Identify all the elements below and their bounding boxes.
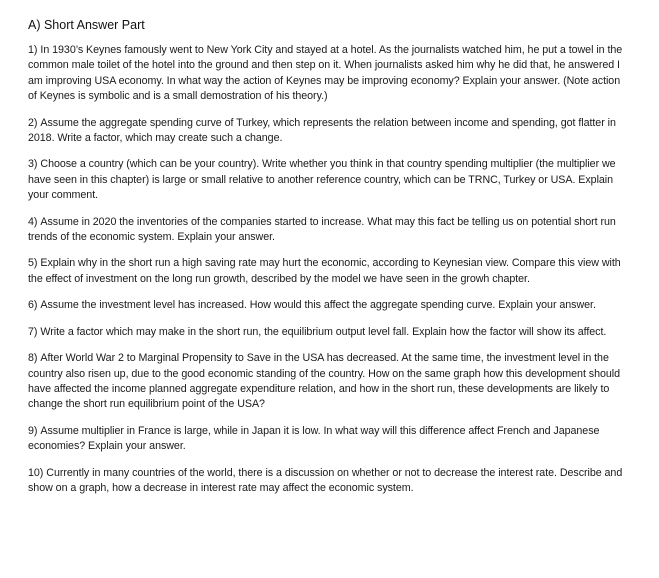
question-text: In 1930’s Keynes famously went to New York City and stayed at a hotel. As the journalists watched him, he put a towel in the common male toilet of the hotel into the ground and then step on it. When journalists asked him why he did that, he answered I am improving USA economy. In what way the action of Keynes may be improving economy? Explain your answer. (Note action of Keynes is symbolic and is a small demostration of his theory.) bbox=[28, 44, 623, 103]
question-number: 9) bbox=[28, 424, 38, 437]
question-text: Write a factor which may make in the short run, the equilibrium output level fall. Explain how the factor will show its affect. bbox=[40, 325, 607, 338]
question-text: Assume multiplier in France is large, while in Japan it is low. In what way will this difference affect French and Japanese economies? Explain your answer. bbox=[28, 424, 600, 453]
question-2 bbox=[28, 116, 628, 147]
question-text: Assume in 2020 the inventories of the companies started to increase. What may this fact be telling us on potential short run trends of the economic system. Explain your answer. bbox=[28, 215, 616, 244]
question-text: Currently in many countries of the world, there is a discussion on whether or not to decrease the interest rate. Describe and show on a graph, how a decrease in interest rate may affect the economic system. bbox=[28, 466, 623, 494]
question-3 bbox=[28, 157, 628, 203]
question-4 bbox=[28, 215, 628, 246]
question-text: Choose a country (which can be your country). Write whether you think in that country spending multiplier (the multiplier we have seen in this chapter) is large or small relative to another reference country, which can be TRNC, Turkey or USA. Explain your comment. bbox=[28, 158, 616, 202]
question-7 bbox=[28, 325, 628, 340]
question-5 bbox=[28, 256, 628, 287]
question-list bbox=[28, 43, 628, 496]
question-number: 10) bbox=[28, 466, 44, 479]
question-8 bbox=[28, 351, 628, 413]
question-1 bbox=[28, 43, 628, 105]
question-number: 6) bbox=[28, 299, 38, 312]
document-page bbox=[28, 17, 628, 507]
question-number: 1) bbox=[28, 44, 38, 56]
question-number: 2) bbox=[28, 116, 38, 129]
question-text: Explain why in the short run a high saving rate may hurt the economic, according to Keynesian view. Compare this view with the effect of investment on the long run growth, described by the model we have seen in the growh chapter. bbox=[28, 257, 621, 285]
question-number: 3) bbox=[28, 158, 38, 171]
question-number: 7) bbox=[28, 325, 38, 338]
question-number: 8) bbox=[28, 352, 38, 365]
question-number: 4) bbox=[28, 215, 38, 228]
question-number: 5) bbox=[28, 257, 38, 270]
question-text: Assume the investment level has increased. How would this affect the aggregate spending curve. Explain your answer. bbox=[40, 299, 596, 312]
question-text: After World War 2 to Marginal Propensity to Save in the USA has decreased. At the same time, the investment level in the country also risen up, due to the good economic standing of the country. How on the same graph how this development should have affected the income planned aggregate expenditure relation, and how in the short run, these developments are likely to change the short run equilibrium point of the USA? bbox=[28, 352, 620, 411]
question-6 bbox=[28, 298, 628, 313]
section-title: A) Short Answer Part bbox=[28, 18, 145, 32]
question-text: Assume the aggregate spending curve of Turkey, which represents the relation between income and spending, got flatter in 2018. Write a factor, which may create such a change. bbox=[28, 116, 616, 145]
question-9 bbox=[28, 424, 628, 455]
question-10 bbox=[28, 466, 628, 497]
